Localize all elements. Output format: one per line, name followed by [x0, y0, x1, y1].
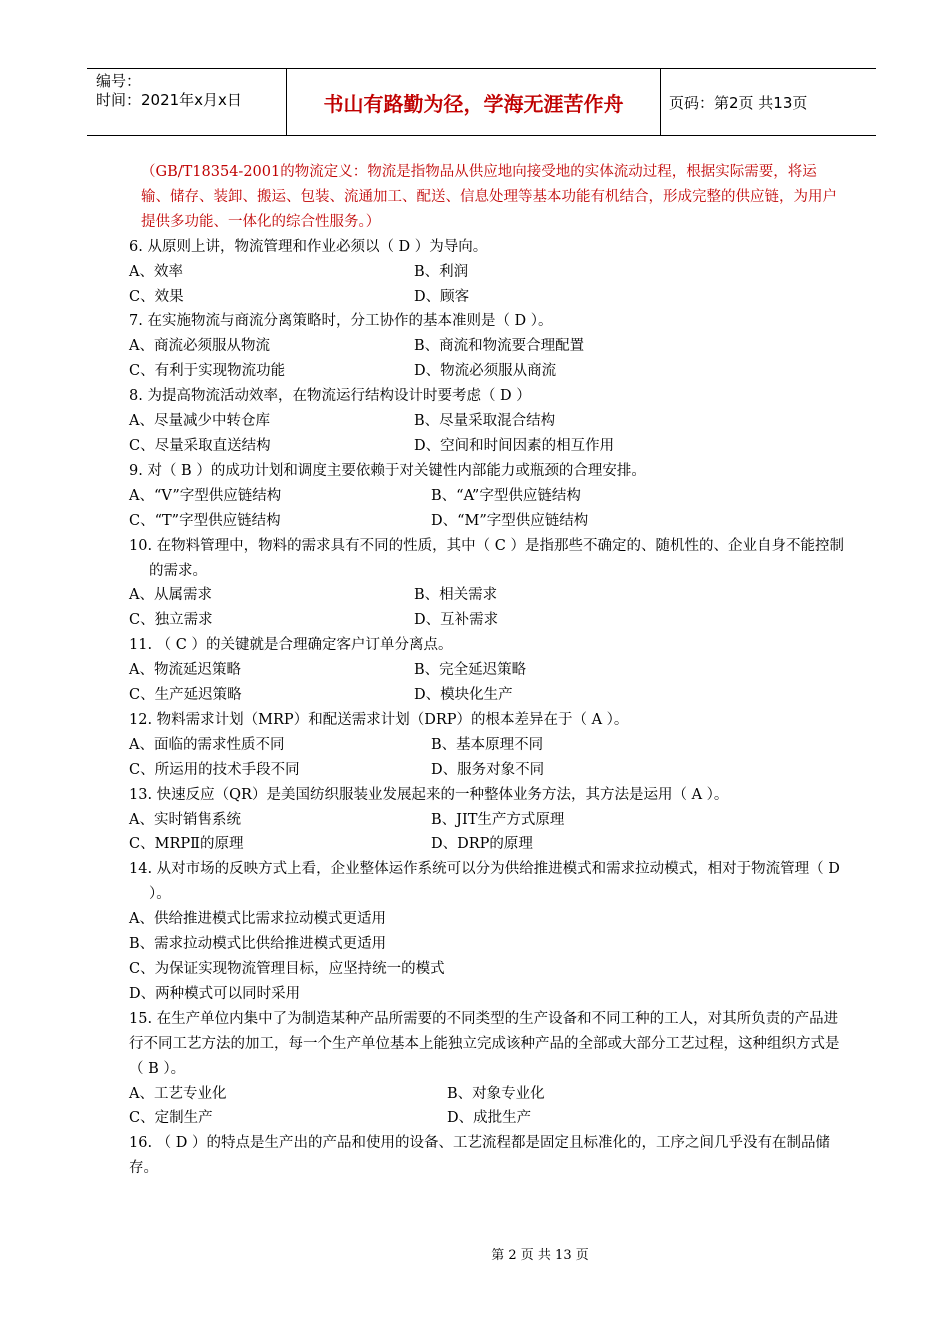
option-c: C、定制生产 [129, 1110, 213, 1127]
options-row [129, 683, 844, 708]
option-d: D、空间和时间因素的相互作用 [414, 437, 615, 454]
option-c: C、为保证实现物流管理目标，应坚持统一的模式 [129, 961, 445, 977]
option-d: D、DRP的原理 [431, 836, 533, 853]
option-a: A、供给推进模式比需求拉动模式更适用 [129, 911, 386, 928]
options-row [129, 608, 844, 633]
question-10: 10. 在物料管理中，物料的需求具有不同的性质，其中（ C ）是指那些不确定的、随机性的、企业自身不能控制的需求。 [129, 537, 844, 579]
options-row [129, 758, 844, 783]
option-d: D、“M”字型供应链结构 [431, 512, 589, 529]
question-7: 7. 在实施物流与商流分离策略时，分工协作的基本准则是（ D ）。 [129, 313, 553, 330]
header-motto: 书山有路勤为径，学海无涯苦作舟 [287, 69, 661, 135]
option-d: D、服务对象不同 [431, 761, 545, 778]
option-b: B、对象专业化 [447, 1085, 545, 1102]
options-row [129, 733, 844, 758]
option-b: B、利润 [414, 263, 469, 280]
options-row [129, 434, 844, 459]
option-c: C、MRPⅡ的原理 [129, 836, 244, 853]
header-page-label: 页码：第2页 共13页 [669, 93, 808, 112]
option-d: D、物流必须服从商流 [414, 363, 557, 380]
time-label: 时间：2021年x月x日 [96, 91, 242, 109]
question-6: 6. 从原则上讲，物流管理和作业必须以（ D ）为导向。 [129, 238, 488, 255]
option-d: D、成批生产 [447, 1110, 532, 1127]
options-row [129, 509, 844, 534]
option-b: B、尽量采取混合结构 [414, 413, 556, 430]
option-b: B、基本原理不同 [431, 736, 544, 753]
question-11: 11. （ C ）的关键就是合理确定客户订单分离点。 [129, 637, 453, 654]
options-row [129, 484, 844, 509]
option-b: B、商流和物流要合理配置 [414, 338, 585, 355]
option-c: C、生产延迟策略 [129, 687, 242, 704]
options-row [129, 409, 844, 434]
question-13: 13. 快速反应（QR）是美国纺织服装业发展起来的一种整体业务方法，其方法是运用（ A ）。 [129, 786, 729, 803]
definition-text: （GB/T18354-2001的物流定义：物流是指物品从供应地向接受地的实体流动过程，根据实际需要，将运输、储存、装卸、搬运、包装、流通加工、配送、信息处理等基本功能有机结合，形成完整的供应链，为用户提供多功能、一体化的综合性服务。） [141, 164, 837, 230]
options-row [129, 1082, 844, 1107]
option-a: A、效率 [129, 263, 183, 280]
option-c: C、“T”字型供应链结构 [129, 512, 281, 529]
option-a: A、尽量减少中转仓库 [129, 413, 270, 430]
question-8: 8. 为提高物流活动效率，在物流运行结构设计时要考虑（ D ） [129, 388, 531, 405]
document-body [129, 160, 844, 1181]
option-d: D、模块化生产 [414, 687, 513, 704]
page-footer: 第 2 页 共 13 页 [491, 1248, 589, 1263]
option-a: A、实时销售系统 [129, 811, 241, 828]
option-b: B、“A”字型供应链结构 [431, 487, 581, 504]
option-b: B、相关需求 [414, 587, 498, 604]
question-14: 14. 从对市场的反映方式上看，企业整体运作系统可以分为供给推进模式和需求拉动模式，相对于物流管理（ D ）。 [129, 861, 840, 903]
options-row [129, 260, 844, 285]
page-header [87, 68, 876, 136]
options-row [129, 359, 844, 384]
options-row [129, 583, 844, 608]
options-row [129, 334, 844, 359]
option-b: B、完全延迟策略 [414, 662, 527, 679]
option-a: A、物流延迟策略 [129, 662, 241, 679]
option-b: B、JIT生产方式原理 [431, 811, 565, 828]
option-b: B、需求拉动模式比供给推进模式更适用 [129, 936, 387, 953]
option-a: A、商流必须服从物流 [129, 338, 270, 355]
option-d: D、互补需求 [414, 612, 499, 629]
options-row [129, 832, 844, 857]
option-a: A、从属需求 [129, 587, 212, 604]
question-9: 9. 对（ B ）的成功计划和调度主要依赖于对关键性内部能力或瓶颈的合理安排。 [129, 462, 646, 479]
option-a: A、面临的需求性质不同 [129, 736, 285, 753]
option-c: C、有利于实现物流功能 [129, 363, 286, 380]
question-12: 12. 物料需求计划（MRP）和配送需求计划（DRP）的根本差异在于（ A ）。 [129, 711, 629, 728]
question-16: 16. （ D ）的特点是生产出的产品和使用的设备、工艺流程都是固定且标准化的，工序之间几乎没有在制品储存。 [129, 1135, 831, 1177]
options-row [129, 808, 844, 833]
header-info [87, 69, 287, 135]
options-row [129, 285, 844, 310]
option-c: C、所运用的技术手段不同 [129, 761, 300, 778]
option-a: A、“V”字型供应链结构 [129, 487, 282, 504]
options-row [129, 658, 844, 683]
option-d: D、顾客 [414, 288, 470, 305]
option-c: C、独立需求 [129, 612, 213, 629]
option-d: D、两种模式可以同时采用 [129, 985, 301, 1002]
option-c: C、尽量采取直送结构 [129, 437, 271, 454]
number-label: 编号： [96, 72, 142, 90]
question-15: 15. 在生产单位内集中了为制造某种产品所需要的不同类型的生产设备和不同工种的工人，对其所负责的产品进行不同工艺方法的加工，每一个生产单位基本上能独立完成该种产品的全部或大部分工艺过程，这种组织方式是（ B ）。 [129, 1010, 840, 1077]
option-a: A、工艺专业化 [129, 1085, 227, 1102]
option-c: C、效果 [129, 288, 184, 305]
options-row [129, 1106, 844, 1131]
